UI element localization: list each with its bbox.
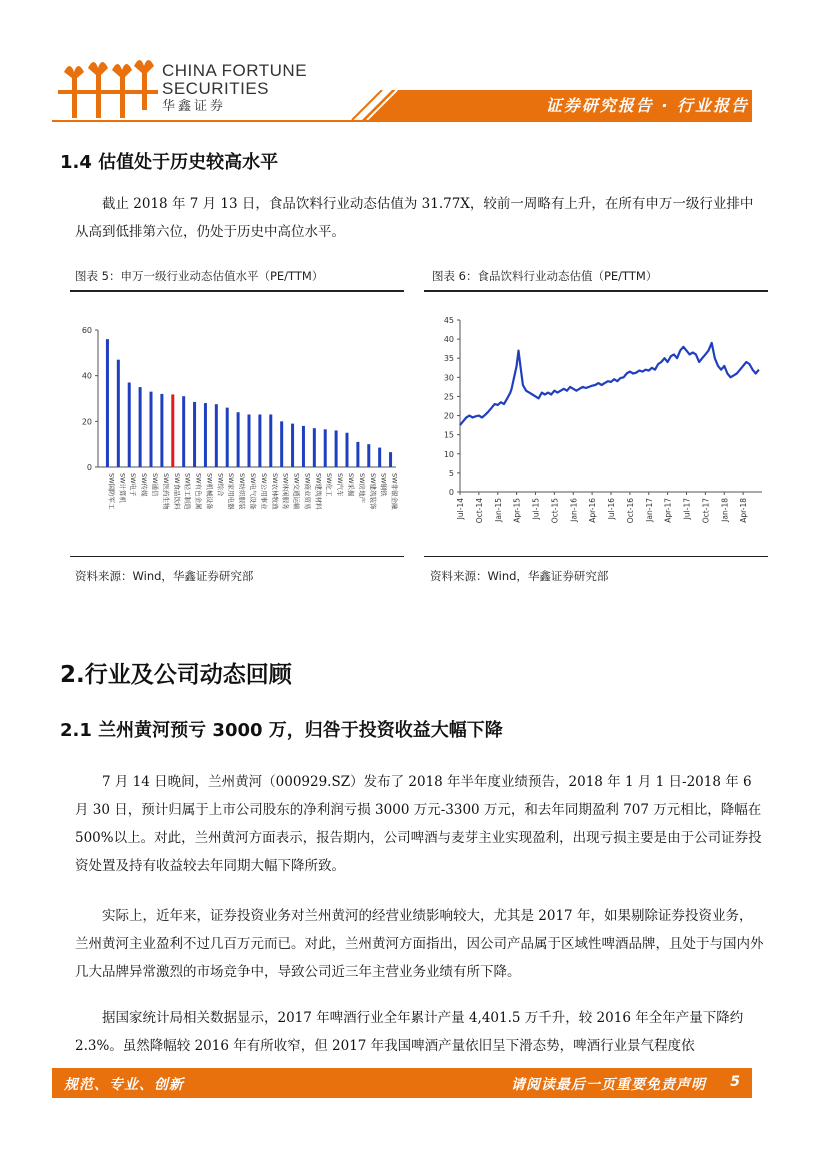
x-tick-label: SW通信 (151, 473, 159, 497)
x-tick-label: SW钢铁 (379, 473, 388, 497)
x-tick-label: Jan-16 (569, 498, 579, 522)
y-tick-label: 5 (448, 468, 454, 478)
bar (215, 404, 218, 467)
x-tick-label: SW建筑材料 (314, 473, 323, 510)
bar (258, 414, 261, 467)
x-tick-label: Oct-16 (625, 498, 635, 524)
bar (367, 444, 370, 467)
x-tick-label: SW家用电器 (227, 473, 236, 510)
bar (324, 429, 327, 467)
bar (248, 414, 251, 467)
series-line-food-beverage-pe (460, 343, 759, 425)
section-heading-2-1: 2.1 兰州黄河预亏 3000 万，归咎于投资收益大幅下降 (60, 720, 503, 741)
x-tick-label: SW交通运输 (292, 473, 301, 510)
section-2-1-paragraph-1: 7 月 14 日晚间，兰州黄河（000929.SZ）发布了 2018 年半年度业绩预告，2018 年 1 月 1 日-2018 年 6 月 30 日，预计归属于上市公司股东的净利润亏损 3000 万元-3300 万元，和去年同期盈利 707 万元相比，降幅在 500%以上。对此，兰州黄河方面表示，报告期内，公司啤酒与麦芽主业实现盈利，出现亏损主要是由于公司证券投资处置及持有收益较去年同期大幅下降所致。 (75, 774, 762, 874)
section-2-1-paragraph-3: 据国家统计局相关数据显示，2017 年啤酒行业全年累计产量 4,401.5 万千升，较 2016 年全年产量下降约 2.3%。虽然降幅较 2016 年有所收窄，但 2017 年我国啤酒产量依旧呈下滑态势，啤酒行业景气程度依 (75, 1010, 744, 1054)
x-tick-label: Jan-15 (493, 498, 503, 522)
bar (389, 452, 392, 467)
bar (226, 408, 229, 467)
x-tick-label: SW电子 (129, 473, 138, 497)
bar (171, 394, 174, 467)
x-tick-label: Apr-15 (512, 498, 522, 523)
x-tick-label: Oct-14 (474, 498, 484, 524)
bar (335, 430, 338, 467)
figure6-bottom-rule (424, 556, 768, 557)
figure5-caption: 图表 5：申万一级行业动态估值水平（PE/TTM） (75, 269, 324, 283)
x-tick-label: SW电气设备 (249, 473, 257, 510)
bar (378, 448, 381, 467)
x-tick-label: SW国防军工 (107, 473, 116, 510)
x-tick-label: SW休闲服务 (281, 473, 290, 510)
bar (204, 403, 207, 467)
bar (313, 428, 316, 467)
x-tick-label: Apr-17 (663, 498, 673, 523)
x-tick-label: Apr-16 (588, 498, 598, 523)
figure5-source: 资料来源：Wind，华鑫证券研究部 (75, 569, 254, 583)
x-tick-label: SW有色金属 (194, 473, 203, 510)
y-tick-label: 60 (81, 326, 92, 335)
bar (182, 396, 185, 467)
x-tick-label: Apr-18 (739, 498, 749, 523)
y-tick-label: 20 (443, 411, 454, 421)
y-tick-label: 45 (443, 316, 454, 325)
brand-name-en-2: SECURITIES (162, 79, 270, 98)
x-tick-label: Oct-17 (701, 498, 711, 524)
bar (128, 383, 131, 467)
brand-name-cn: 华鑫证券 (162, 99, 227, 114)
page-footer (52, 1068, 752, 1098)
x-tick-label: SW商业贸易 (303, 473, 312, 510)
section-2-1-paragraph-2: 实际上，近年来，证券投资业务对兰州黄河的经营业绩影响较大，尤其是 2017 年，如果剔除证券投资业务，兰州黄河主业盈利不过几百万元而已。对此，兰州黄河方面指出，因公司产品属于区域性啤酒品牌，且处于与国内外几大品牌异常激烈的市场竞争中，导致公司近三年主营业务业绩有所下降。 (75, 908, 764, 980)
bar (117, 360, 120, 467)
bar (106, 339, 109, 467)
x-tick-label: Jul-16 (607, 498, 616, 520)
x-tick-label: SW计算机 (118, 473, 127, 504)
y-tick-label: 15 (443, 430, 454, 440)
x-tick-label: SW化工 (325, 473, 334, 497)
x-tick-label: SW医药生物 (161, 473, 170, 510)
x-tick-label: SW综合 (216, 473, 225, 497)
x-tick-label: Jul-15 (531, 498, 541, 520)
x-tick-label: SW食品饮料 (172, 473, 181, 510)
header-rule (52, 120, 752, 122)
section-heading-1-4: 1.4 估值处于历史较高水平 (60, 152, 279, 173)
x-tick-label: SW公用事业 (259, 473, 268, 510)
footer-slogan: 规范、专业、创新 (64, 1077, 184, 1093)
brand-name-en-1: CHINA FORTUNE (162, 61, 308, 80)
bar (280, 421, 283, 467)
bar (150, 392, 153, 467)
x-tick-label: SW汽车 (336, 473, 345, 497)
x-tick-label: SW机械设备 (205, 473, 214, 510)
x-tick-label: Jul-14 (456, 498, 465, 520)
x-tick-label: Jul-17 (682, 498, 692, 520)
report-type-label: 证券研究报告 · 行业报告 (545, 96, 749, 115)
x-tick-label: SW采掘 (347, 473, 355, 497)
section-1-4-paragraph: 截止 2018 年 7 月 13 日，食品饮料行业动态估值为 31.77X，较前一周略有上升，在所有申万一级行业排中从高到低排第六位，仍处于历史中高位水平。 (75, 196, 754, 240)
x-tick-label: SW建筑装饰 (368, 473, 377, 510)
section-heading-2: 2.行业及公司动态回顾 (60, 662, 292, 688)
y-tick-label: 20 (81, 417, 92, 427)
y-tick-label: 40 (443, 335, 454, 345)
bar (269, 414, 272, 467)
y-tick-label: 40 (81, 371, 92, 381)
x-tick-label: SW纺织服装 (238, 473, 247, 510)
y-tick-label: 25 (443, 392, 454, 402)
figure5-bar-chart (70, 310, 404, 546)
y-tick-label: 0 (86, 463, 92, 472)
x-tick-label: SW轻工制造 (183, 473, 192, 510)
bar (291, 424, 294, 467)
x-tick-label: Jan-17 (644, 498, 654, 522)
x-tick-label: Oct-15 (550, 498, 560, 524)
x-tick-label: SW传媒 (140, 473, 149, 497)
figure6-source: 资料来源：Wind，华鑫证券研究部 (430, 569, 609, 583)
y-tick-label: 35 (443, 354, 454, 364)
x-tick-label: SW农林牧渔 (270, 473, 279, 510)
bar (346, 433, 349, 467)
figure5-bottom-rule (70, 556, 404, 557)
y-tick-label: 10 (443, 449, 454, 459)
bar (237, 412, 240, 467)
figure6-line-chart (424, 308, 768, 548)
bar (356, 442, 359, 467)
y-tick-label: 30 (443, 373, 454, 383)
bar (160, 394, 163, 467)
bar (302, 426, 305, 467)
page-number: 5 (730, 1074, 740, 1090)
figure6-caption: 图表 6：食品饮料行业动态估值（PE/TTM） (432, 269, 658, 283)
bar (139, 387, 142, 467)
figure6-top-rule (424, 290, 768, 292)
x-tick-label: SW房地产 (357, 473, 366, 504)
figure5-top-rule (70, 290, 404, 292)
x-tick-label: SW非银金融 (390, 473, 399, 510)
footer-disclaimer-note: 请阅读最后一页重要免责声明 (511, 1077, 706, 1093)
bar (193, 402, 196, 467)
x-tick-label: Jan-18 (720, 498, 730, 522)
y-tick-label: 0 (448, 488, 454, 497)
